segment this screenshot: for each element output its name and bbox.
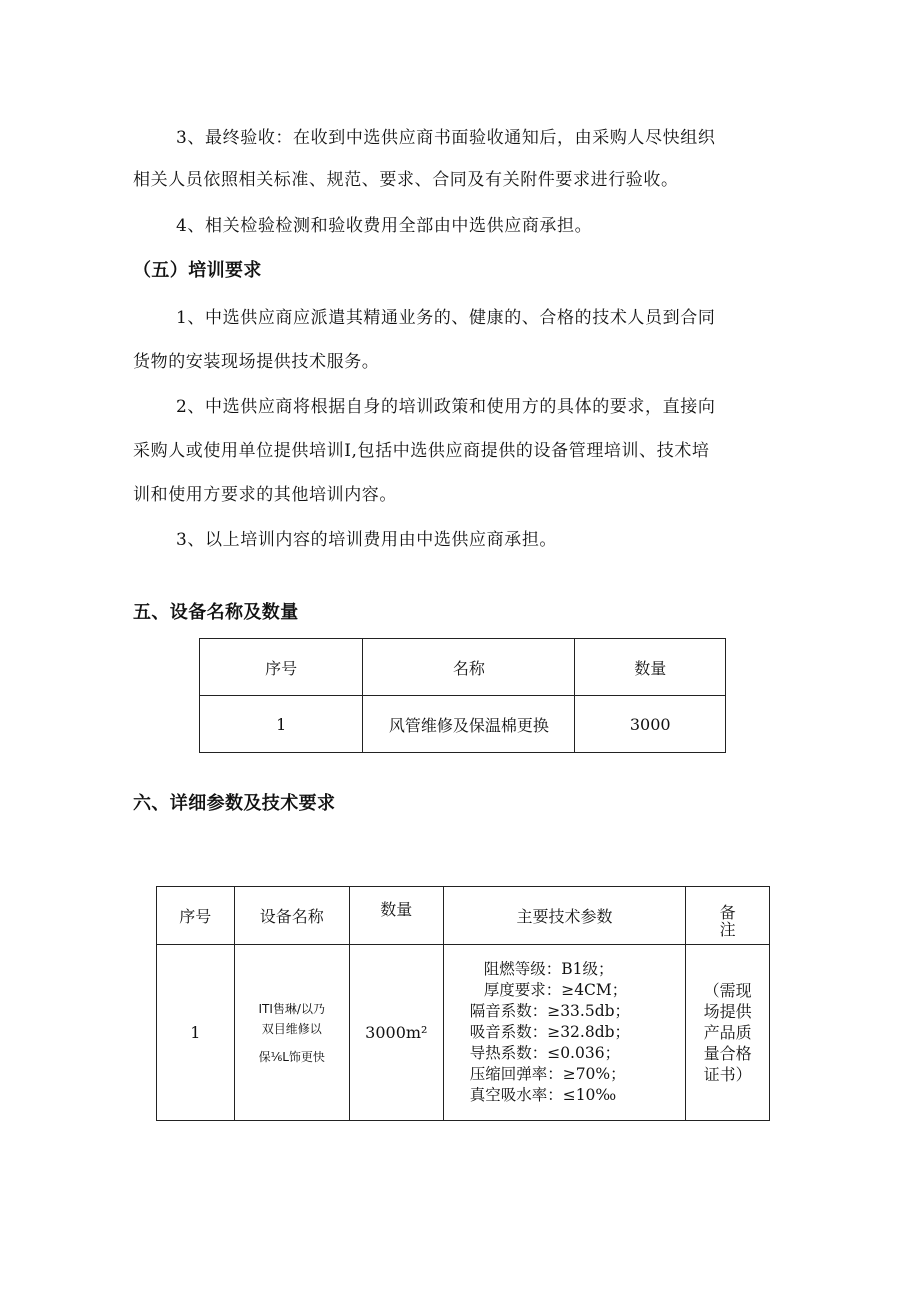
remarks-line5: 证书） — [703, 1065, 752, 1084]
paragraph-training-1-line1: 1、中选供应商应派遣其精通业务的、健康的、合格的技术人员到合同 — [176, 308, 716, 328]
equipment-name-line3: 保⅙L饰更快 — [258, 1049, 325, 1064]
section5-title: 五、设备名称及数量 — [133, 602, 299, 623]
cell-remarks — [686, 945, 770, 1121]
cell-no: 1 — [157, 945, 235, 1121]
param-vacuum-absorption: 真空吸水率：≤10‰ — [469, 1086, 617, 1104]
paragraph-training-1-line2: 货物的安装现场提供技术服务。 — [133, 352, 380, 372]
param-sound-insulation: 隔音系数：≥33.5db； — [469, 1002, 631, 1020]
header-cell-equipment-name: 设备名称 — [234, 887, 349, 945]
subheading-training: （五）培训要求 — [133, 260, 262, 281]
cell-qty: 3000 — [575, 696, 726, 753]
technical-parameters-table — [156, 886, 770, 1121]
remarks-line2: 场提供 — [703, 1002, 752, 1021]
section6-title: 六、详细参数及技术要求 — [133, 793, 336, 814]
equipment-quantity-table — [199, 638, 726, 753]
header-cell-remarks — [686, 887, 770, 945]
paragraph-training-3: 3、以上培训内容的培训费用由中选供应商承担。 — [176, 530, 558, 550]
equipment-name-line2: 双目维修以 — [261, 1021, 322, 1036]
paragraph-training-2-line1: 2、中选供应商将根据自身的培训政策和使用方的具体的要求，直接向 — [176, 397, 716, 417]
header-cell-name: 名称 — [363, 639, 575, 696]
table-header-row — [200, 639, 726, 696]
param-thermal-conductivity: 导热系数：≤0.036； — [469, 1044, 621, 1062]
paragraph-training-2-line3: 训和使用方要求的其他培训内容。 — [133, 485, 397, 505]
remarks-line4: 量合格 — [703, 1044, 752, 1063]
header-remarks-char2: 注 — [719, 919, 736, 939]
remarks-line3: 产品质 — [703, 1023, 752, 1042]
cell-no: 1 — [200, 696, 363, 753]
table-row — [200, 696, 726, 753]
equipment-name-line1: ITI售琳/以乃 — [258, 1001, 325, 1016]
cell-equipment-name — [234, 945, 349, 1121]
paragraph-acceptance-3-line1: 3、最终验收：在收到中选供应商书面验收通知后，由采购人尽快组织 — [176, 128, 716, 148]
cell-qty: 3000m² — [349, 945, 443, 1121]
header-cell-qty: 数量 — [349, 887, 443, 945]
paragraph-training-2-line2: 采购人或使用单位提供培训I,包括中选供应商提供的设备管理培训、技术培 — [133, 441, 710, 461]
remarks-line1: （需现 — [703, 981, 752, 1000]
param-thickness: 厚度要求：≥4CM； — [483, 981, 628, 999]
table-row — [157, 945, 770, 1121]
param-compression-rebound: 压缩回弹率：≥70%； — [469, 1065, 626, 1083]
cell-parameters — [443, 945, 686, 1121]
header-cell-no: 序号 — [157, 887, 235, 945]
param-sound-absorption: 吸音系数：≥32.8db； — [469, 1023, 631, 1041]
param-flame-grade: 阻燃等级：B1级； — [483, 960, 614, 978]
header-remarks-char1: 备 — [719, 902, 736, 922]
paragraph-acceptance-4: 4、相关检验检测和验收费用全部由中选供应商承担。 — [176, 216, 593, 236]
paragraph-acceptance-3-line2: 相关人员依照相关标准、规范、要求、合同及有关附件要求进行验收。 — [133, 170, 679, 190]
table-header-row — [157, 887, 770, 945]
cell-name: 风管维修及保温棉更换 — [363, 696, 575, 753]
header-cell-no: 序号 — [200, 639, 363, 696]
header-cell-parameters: 主要技术参数 — [443, 887, 686, 945]
header-cell-qty: 数量 — [575, 639, 726, 696]
